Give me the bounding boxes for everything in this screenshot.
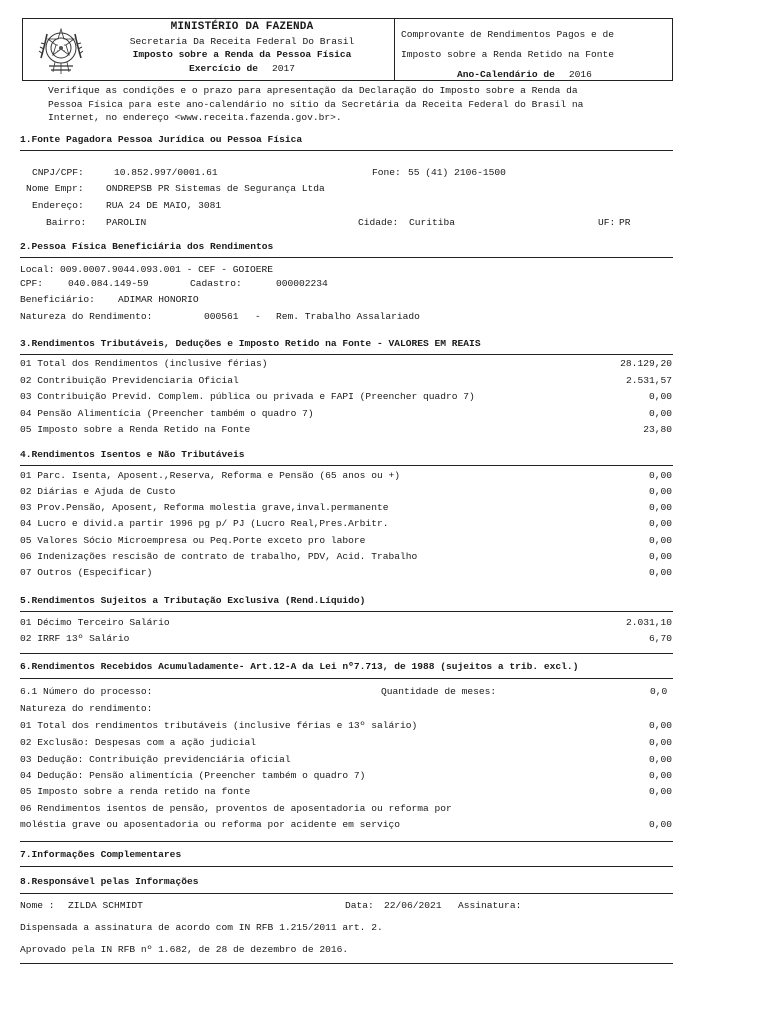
cadastro-value: 000002234: [276, 278, 328, 289]
empr-label: Nome Empr:: [26, 183, 84, 194]
natureza-code: 000561: [204, 311, 239, 322]
meses-label: Quantidade de meses:: [381, 686, 497, 697]
cidade-label: Cidade:: [358, 217, 399, 228]
processo-label: 6.1 Número do processo:: [20, 686, 153, 697]
section-2-title: 2.Pessoa Física Beneficiária dos Rendimentos: [20, 241, 274, 252]
header-agency-block: [91, 21, 393, 75]
section-6-title: 6.Rendimentos Recebidos Acumuladamente- Art.12-A da Lei nº7.713, de 1988 (sujeitos a trib. excl.): [20, 661, 579, 672]
nome-label: Nome :: [20, 900, 55, 911]
divider: [20, 257, 673, 258]
section-7-title: 7.Informações Complementares: [20, 849, 182, 860]
data-label: Data:: [345, 900, 374, 911]
nome-value: ZILDA SCHMIDT: [68, 900, 143, 911]
intro-notice: Verifique as condições e o prazo para apresentação da Declaração do Imposto sobre a Renda da Pessoa Física para este ano-calendário no sítio da Secretária da Receita Federal do Brasil na Internet, no endereço <www.receita.fazenda.gov.br>.: [48, 85, 584, 124]
bairro-value: PAROLIN: [106, 217, 147, 228]
row6-line-1: 06 Rendimentos isentos de pensão, proventos de aposentadoria ou reforma por: [20, 803, 452, 814]
cpf-value: 040.084.149-59: [68, 278, 149, 289]
section-1-title: 1.Fonte Pagadora Pessoa Jurídica ou Pessoa Física: [20, 134, 303, 145]
divider: [20, 866, 673, 867]
natureza-separator: -: [255, 311, 261, 322]
ano-calendario-year: 2016: [568, 69, 592, 80]
doc-title-line-1: Comprovante de Rendimentos Pagos e de: [401, 29, 615, 40]
divider: [20, 653, 673, 654]
natureza-rendimento-label: Natureza do rendimento:: [20, 703, 153, 714]
endereco-value: RUA 24 DE MAIO, 3081: [106, 200, 222, 211]
divider: [20, 465, 673, 466]
divider: [20, 841, 673, 842]
dispensa-note: Dispensada a assinatura de acordo com IN RFB 1.215/2011 art. 2.: [20, 922, 383, 933]
endereco-label: Endereço:: [32, 200, 84, 211]
fone-value: 55 (41) 2106-1500: [408, 167, 506, 178]
section-5-title: 5.Rendimentos Sujeitos a Tributação Exclusiva (Rend.Líquido): [20, 595, 366, 606]
divider: [20, 611, 673, 612]
ano-calendario-line: Ano-Calendário de 2016: [457, 69, 592, 80]
income-statement-page: MINISTÉRIO DA FAZENDA Secretaria Da Receita Federal Do Brasil Imposto sobre a Renda da Pessoa Física Exercício de 2017 Comprovante de Rendimentos Pagos e de Imposto sobre a Renda Retido na Fonte Ano-Calendário de 2016 Verifique as condições e o prazo para apresentação da Declaração do Imposto sobre a Renda da Pessoa Física para este ano-calendário no sítio da Secretária da Receita Federal do Brasil na Internet, no endereço <www.receita.fazenda.gov.br>. 1.Fonte Pagadora Pessoa Jurídica ou Pessoa Física CNPJ/CPF: 10.852.997/0001.61 Fone: 55 (41) 2106-1500 Nome Empr: ONDREPSB PR Sistemas de Segurança Ltda Endereço: RUA 24 DE MAIO, 3081 Bairro: PAROLIN Cidade: Curitiba UF: PR 2.Pessoa Física Beneficiária dos Rendimentos Local: 009.0007.9044.093.001 - CEF - GOIOERE CPF: 040.084.149-59 Cadastro: 000002234 Beneficiário: ADIMAR HONORIO Natureza do Rendimento: 000561 - Rem. Trabalho Assalariado 3.Rendimentos Tributáveis, Deduções e Imposto Retido na Fonte - VALORES EM REAIS 01 Total dos Rendimentos (inclusive férias) 28.129,20 02 Contribuição Previdenciaria Oficial 2.531,57 03 Contribuição Previd. Complem. pública ou privada e FAPI (Preencher quadro 7) 0,00 04 Pensão Alimentícia (Preencher também o quadro 7) 0,00 05 Imposto sobre a Renda Retido na Fonte 23,80 4.Rendimentos Isentos e Não Tributáveis 01 Parc. Isenta, Aposent.,Reserva, Reforma e Pensão (65 anos ou +) 0,00 02 Diárias e Ajuda de Custo 0,00 03 Prov.Pensão, Aposent, Reforma molestia grave,inval.permanente 0,00 04 Lucro e divid.a partir 1996 pg p/ PJ (Lucro Real,Pres.Arbitr. 0,00 05 Valores Sócio Microempresa ou Peq.Porte exceto pro labore 0,00 06 Indenizações rescisão de contrato de trabalho, PDV, Acid. Trabalho 0,00 07 Outros (Especificar) 0,00 5.Rendimentos Sujeitos a Tributação Exclusiva (Rend.Líquido) 01 Décimo Terceiro Salário 2.031,10 02 IRRF 13º Salário 6,70 6.Rendimentos Recebidos Acumuladamente- Art.12-A da Lei nº7.713, de 1988 (sujeitos a trib. excl.) 6.1 Número do processo: Quantidade de meses: 0,0 Natureza do rendimento: 01 Total dos rendimentos tributáveis (inclusive férias e 13º salário) 0,00 02 Exclusão: Despesas com a ação judicial 0,00 03 Dedução: Contribuição previdenciária oficial 0,00 04 Dedução: Pensão alimentícia (Preencher também o quadro 7) 0,00 05 Imposto sobre a renda retido na fonte 0,00 06 Rendimentos isentos de pensão, proventos de aposentadoria ou reforma por moléstia grave ou aposentadoria ou reforma por acidente em serviço 0,00 7.Informações Complementares 8.Responsável pelas Informações Nome : ZILDA SCHMIDT Data: 22/06/2021 Assinatura: Dispensada a assinatura de acordo com IN RFB 1.215/2011 art. 2. Aprovado pela IN RFB nº 1.682, de 28 de dezembro de 2016.: [0, 0, 768, 1024]
section-3-title: 3.Rendimentos Tributáveis, Deduções e Imposto Retido na Fonte - VALORES EM REAIS: [20, 338, 481, 349]
meses-value: 0,0: [650, 686, 668, 697]
assinatura-label: Assinatura:: [458, 900, 522, 911]
section-4-title: 4.Rendimentos Isentos e Não Tributáveis: [20, 449, 245, 460]
divider: [20, 150, 673, 151]
uf-label: UF:: [598, 217, 616, 228]
empr-value: ONDREPSB PR Sistemas de Segurança Ltda: [106, 183, 325, 194]
bairro-label: Bairro:: [46, 217, 87, 228]
divider: [20, 354, 673, 355]
header-box: [22, 18, 673, 81]
cidade-value: Curitiba: [409, 217, 456, 228]
brazil-coat-of-arms-icon: [35, 24, 87, 76]
tax-title: Imposto sobre a Renda da Pessoa Física: [132, 49, 352, 60]
beneficiario-label: Beneficiário:: [20, 294, 95, 305]
divider: [20, 893, 673, 894]
uf-value: PR: [619, 217, 631, 228]
local-value: 009.0007.9044.093.001 - CEF - GOIOERE: [60, 264, 274, 275]
cadastro-label: Cadastro:: [190, 278, 242, 289]
cnpj-label: CNPJ/CPF:: [32, 167, 84, 178]
secretariat-title: Secretaria Da Receita Federal Do Brasil: [129, 35, 355, 47]
aprovacao-note: Aprovado pela IN RFB nº 1.682, de 28 de dezembro de 2016.: [20, 944, 349, 955]
cpf-label: CPF:: [20, 278, 44, 289]
data-value: 22/06/2021: [384, 900, 442, 911]
natureza-label: Natureza do Rendimento:: [20, 311, 153, 322]
cnpj-value: 10.852.997/0001.61: [114, 167, 218, 178]
header-divider: [394, 19, 395, 80]
fone-label: Fone:: [372, 167, 401, 178]
divider: [20, 963, 673, 964]
doc-title-line-2: Imposto sobre a Renda Retido na Fonte: [401, 49, 615, 60]
ministry-title: MINISTÉRIO DA FAZENDA: [170, 21, 314, 33]
beneficiario-value: ADIMAR HONORIO: [118, 294, 199, 305]
exercicio-line: Exercício de 2017: [188, 62, 296, 74]
natureza-value: Rem. Trabalho Assalariado: [276, 311, 420, 322]
local-label: Local:: [20, 264, 55, 275]
section-8-title: 8.Responsável pelas Informações: [20, 876, 199, 887]
exercicio-year: 2017: [272, 62, 296, 74]
header-document-block: [401, 25, 669, 85]
divider: [20, 678, 673, 679]
